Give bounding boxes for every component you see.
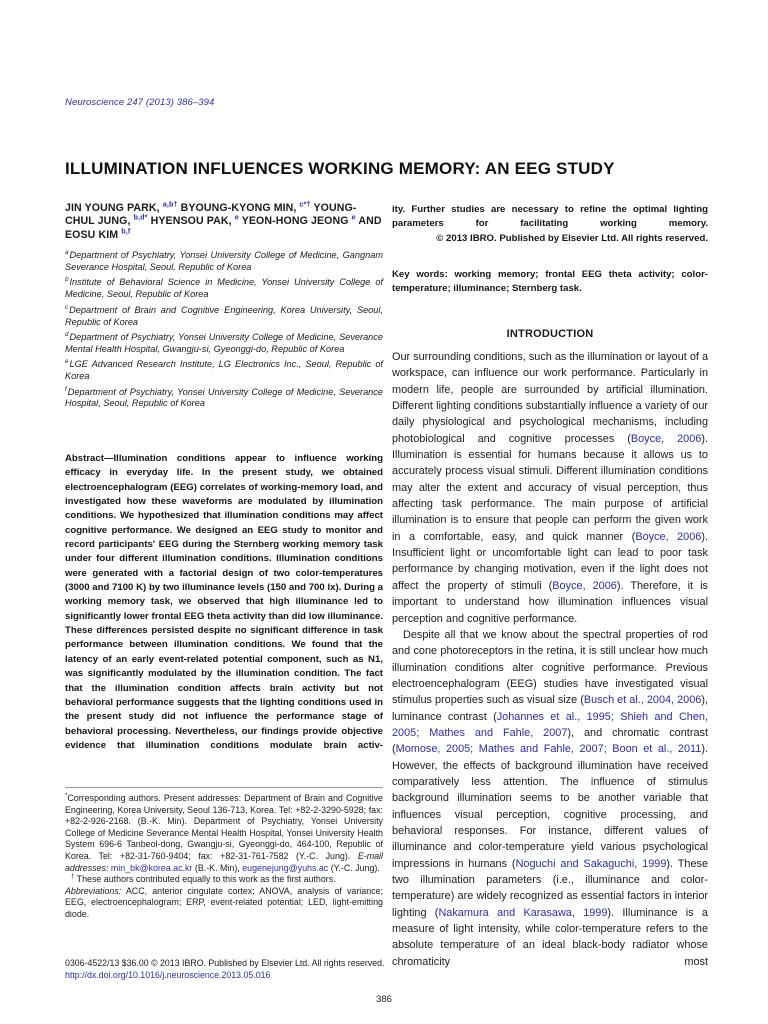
inline-link[interactable]: Boyce, 2006 xyxy=(635,530,702,543)
affiliation-marker: e xyxy=(65,358,69,366)
doi-link[interactable]: http://dx.doi.org/10.1016/j.neuroscience.2013.05.016 xyxy=(65,969,271,980)
affiliation-text: Department of Psychiatry, Yonsei University College of Medicine, Severance Mental Health Hospital, Gwangju-si, Gyeonggi-do, Republic of Korea xyxy=(65,331,383,354)
affiliation-marker: c xyxy=(65,303,69,311)
affiliation-item xyxy=(65,387,383,411)
correspondence-footnote: *Corresponding authors. Present addresses: Department of Brain and Cognitive Engineering, Korea University, Seoul 136-713, Korea. Tel: +82-2-3290-5928; fax: +82-2-926-2168. (B.-K. Min). Department of Psychiatry, Yonsei University College of Medicine Severance Mental Health Hospital, Yonsei University Health System 696-6 Tanbeol-dong, Gwangju-si, Gyeonggi-do, 464-100, Republic of Korea. Tel: +82-31-760-9404; fax: +82-31-761-7582 (Y.-C. Jung). E-mail addresses: min_bk@korea.ac.kr (B.-K. Min), eugenejung@yuhs.ac (Y.-C. Jung). xyxy=(65,793,383,873)
abstract-continuation-text: ity. Further studies are necessary to refine the optimal lighting parameters for facilitating working memory. xyxy=(392,204,708,230)
affiliation-marker: a xyxy=(65,248,69,256)
inline-link[interactable]: Boyce, 2006 xyxy=(630,432,702,445)
page-number: 386 xyxy=(376,994,392,1005)
abbreviations-footnote: Abbreviations: ACC, anterior cingulate cortex; ANOVA, analysis of variance; EEG, electroencephalogram; ERP, event-related potential; LED, light-emitting diode. xyxy=(65,885,383,919)
footer-block xyxy=(65,958,485,982)
introduction-body xyxy=(392,349,708,970)
affiliation-marker: d xyxy=(65,330,69,338)
footnote-divider xyxy=(65,787,383,788)
affiliation-item xyxy=(65,250,383,274)
affiliation-text: LGE Advanced Research Institute, LG Electronics Inc., Seoul, Republic of Korea xyxy=(65,359,383,382)
affiliation-marker: f xyxy=(65,385,67,393)
affiliation-text: Institute of Behavioral Science in Medicine, Yonsei University College of Medicine, Seoul, Republic of Korea xyxy=(65,277,383,300)
affiliation-item xyxy=(65,277,383,301)
equal-contribution-footnote: † These authors contributed equally to this work as the first authors. xyxy=(71,874,336,885)
footer-copyright: 0306-4522/13 $36.00 © 2013 IBRO. Published by Elsevier Ltd. All rights reserved. xyxy=(65,958,385,968)
inline-link[interactable]: Busch et al., 2004, 2006 xyxy=(583,694,702,707)
affiliation-item xyxy=(65,332,383,356)
authors-line: JIN YOUNG PARK, $^{a,b\dagger}$ BYOUNG-KYONG MIN, $^{c*\dagger}$ YOUNG-CHUL JUNG, $^{b,d*}$ HYENSOU PAK, $^e$ YEON-HONG JEONG $^e$ AND EOSU KIM $^{b,f}$ xyxy=(65,199,382,241)
introduction-heading: INTRODUCTION xyxy=(506,328,594,340)
affiliation-text: Department of Psychiatry, Yonsei University College of Medicine, Severance Hospital, Seoul, Republic of Korea xyxy=(65,386,383,409)
paper-title: ILLUMINATION INFLUENCES WORKING MEMORY: AN EEG STUDY xyxy=(65,159,615,178)
inline-link[interactable]: Momose, 2005; Mathes and Fahle, 2007; Boon et al., 2011 xyxy=(395,743,702,756)
abstract-continuation xyxy=(392,203,708,246)
affiliation-item xyxy=(65,359,383,383)
affiliation-text: Department of Psychiatry, Yonsei University College of Medicine, Gangnam Severance Hospital, Seoul, Republic of Korea xyxy=(65,250,383,272)
abstract-copyright-line: © 2013 IBRO. Published by Elsevier Ltd. All rights reserved. xyxy=(436,232,708,244)
keywords-line: Key words: working memory; frontal EEG theta activity; color-temperature; illuminance; Sternberg task. xyxy=(392,269,708,295)
inline-link[interactable]: Boyce, 2006 xyxy=(552,579,617,592)
affiliation-item xyxy=(65,305,383,329)
inline-link[interactable]: eugenejung@yuhs.ac xyxy=(242,862,329,873)
journal-citation-line: Neuroscience 247 (2013) 386–394 xyxy=(65,97,215,108)
intro-paragraph: Despite all that we know about the spectral properties of rod and cone photoreceptors in the retina, it is still unclear how much illumination conditions alter cognitive performance. Previous electroencephalogram (EEG) studies have investigated visual stimulus properties such as visual size (Busch et al., 2004, 2006), luminance contrast (Johannes et al., 1995; Shieh and Chen, 2005; Mathes and Fahle, 2007), and chromatic contrast (Momose, 2005; Mathes and Fahle, 2007; Boon et al., 2011). However, the effects of background illumination have received comparatively less attention. The influence of stimulus background illumination seems to be another variable that influences visual perception, cognitive processing, and behavioral responses. For instance, different values of illuminance and color-temperature yield various psychological impressions in humans (Noguchi and Sakaguchi, 1999). These two illumination parameters (i.e., illuminance and color-temperature) are widely recognized as essential factors in interior lighting (Nakamura and Karasawa, 1999). Illuminance is a measure of light intensity, while color-temperature refers to the absolute temperature of an ideal black-body radiator whose chromaticity most xyxy=(392,628,709,968)
affiliation-text: Department of Brain and Cognitive Engineering, Korea University, Seoul, Republic of Korea xyxy=(65,304,383,327)
inline-link[interactable]: min_bk@korea.ac.kr xyxy=(110,862,193,873)
affiliations-block xyxy=(65,250,383,414)
footnotes-block xyxy=(65,793,383,921)
affiliation-marker: b xyxy=(65,276,69,284)
inline-link[interactable]: Noguchi and Sakaguchi, 1999 xyxy=(515,857,667,870)
intro-paragraph: Our surrounding conditions, such as the illumination or layout of a workspace, can influence our work performance. Particularly in modern life, people are surrounded by artificial illumination. Different lighting conditions substantially influence a variety of our daily physiological and psychological mechanisms, including photobiological and cognitive processes (Boyce, 2006). Illumination is essential for humans because it allows us to accurately process visual stimuli. Different illumination conditions may alter the extent and accuracy of visual perception, thus affecting task performance. The main purpose of artificial illumination is to ensure that people can perform the given work in a comfortable, easy, and quick manner (Boyce, 2006). Insufficient light or uncomfortable light can lead to poor task performance by changing motivation, even if the light does not affect the property of stimuli (Boyce, 2006). Therefore, it is important to understand how illumination influences visual perception and cognitive performance. xyxy=(392,351,709,625)
abstract-paragraph: Abstract—Illumination conditions appear to influence working efficacy in everyday life. In the present study, we obtained electroencephalogram (EEG) correlates of working-memory load, and investigated how these waveforms are modulated by illumination conditions. We hypothesized that illumination conditions may affect cognitive performance. We designed an EEG study to monitor and record participants' EEG during the Sternberg working memory task under four different illumination conditions. Illumination conditions were generated with a factorial design of two color-temperatures (3000 and 7100 K) by two illuminance levels (150 and 700 lx). During a working memory task, we observed that high illuminance led to significantly lower frontal EEG theta activity than did low illuminance. These differences persisted despite no significant difference in task performance between illumination conditions. We found that the latency of an early event-related potential component, such as N1, was significantly modulated by the illumination condition. The fact that the illumination condition affects brain activity but not behavioral performance suggests that the lighting conditions used in the present study did not influence the performance stage of behavioral processing. Nevertheless, our findings provide objective evidence that illumination conditions modulate brain activ- xyxy=(65,453,383,751)
inline-link[interactable]: Johannes et al., 1995; Shieh and Chen, 2005; Mathes and Fahle, 2007 xyxy=(392,710,709,739)
inline-link[interactable]: Nakamura and Karasawa, 1999 xyxy=(438,906,608,919)
